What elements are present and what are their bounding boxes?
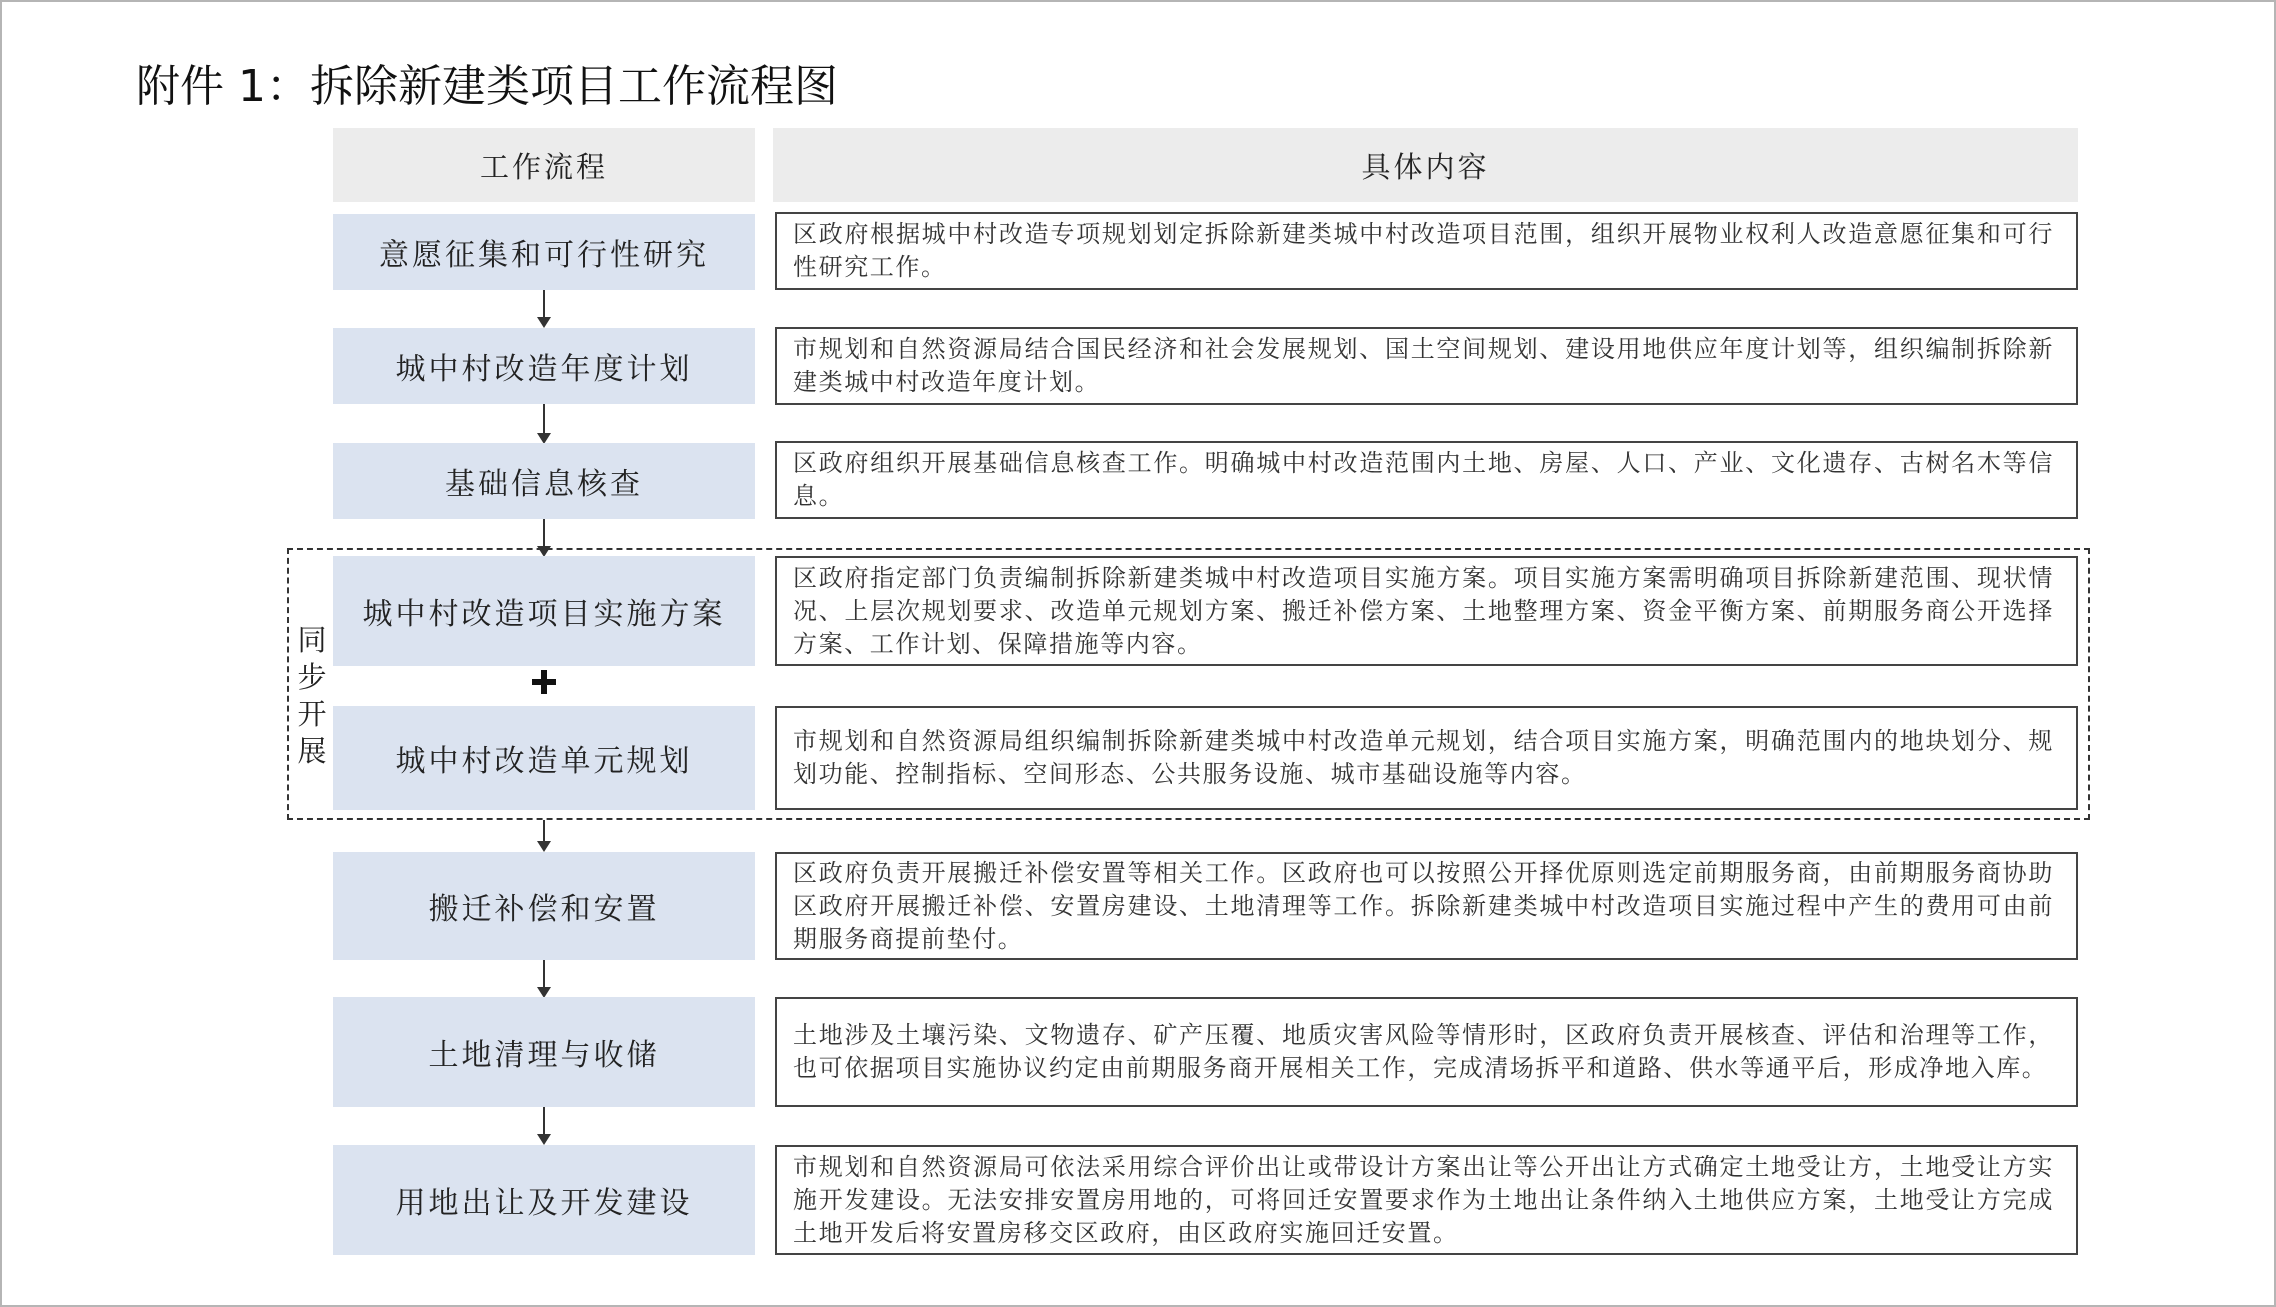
step-box-5: 城中村改造单元规划	[333, 706, 755, 810]
desc-text-5: 市规划和自然资源局组织编制拆除新建类城中村改造单元规划，结合项目实施方案，明确范围内的地块划分、规划功能、控制指标、空间形态、公共服务设施、城市基础设施等内容。	[793, 727, 2054, 788]
step-box-3: 基础信息核查	[333, 443, 755, 519]
desc-box-4	[775, 556, 2078, 666]
arrow-down-icon	[543, 290, 545, 326]
desc-box-7	[775, 997, 2078, 1107]
arrow-down-icon	[543, 1107, 545, 1143]
desc-box-5	[775, 706, 2078, 810]
desc-box-6	[775, 852, 2078, 960]
desc-text-6: 区政府负责开展搬迁补偿安置等相关工作。区政府也可以按照公开择优原则选定前期服务商，由前期服务商协助区政府开展搬迁补偿、安置房建设、土地清理等工作。拆除新建类城中村改造项目实施过程中产生的费用可由前期服务商提前垫付。	[793, 858, 2054, 953]
arrow-down-icon	[543, 960, 545, 996]
desc-box-2	[775, 327, 2078, 405]
desc-text-1: 区政府根据城中村改造专项规划划定拆除新建类城中村改造项目范围，组织开展物业权利人改造意愿征集和可行性研究工作。	[793, 220, 2054, 281]
sync-group-label: 同步开展	[297, 623, 327, 768]
step-box-2: 城中村改造年度计划	[333, 328, 755, 404]
step-box-6: 搬迁补偿和安置	[333, 852, 755, 960]
plus-icon	[530, 668, 558, 696]
arrow-down-icon	[543, 404, 545, 442]
step-box-4: 城中村改造项目实施方案	[333, 556, 755, 666]
header-content: 具体内容	[773, 128, 2078, 202]
step-box-8: 用地出让及开发建设	[333, 1145, 755, 1255]
desc-box-1	[775, 212, 2078, 290]
step-box-1: 意愿征集和可行性研究	[333, 214, 755, 290]
desc-text-2: 市规划和自然资源局结合国民经济和社会发展规划、国土空间规划、建设用地供应年度计划等，组织编制拆除新建类城中村改造年度计划。	[793, 335, 2054, 396]
desc-text-8: 市规划和自然资源局可依法采用综合评价出让或带设计方案出让等公开出让方式确定土地受让方，土地受让方实施开发建设。无法安排安置房用地的，可将回迁安置要求作为土地出让条件纳入土地供应方案，土地受让方完成土地开发后将安置房移交区政府，由区政府实施回迁安置。	[793, 1152, 2054, 1247]
step-box-7: 土地清理与收储	[333, 997, 755, 1107]
arrow-down-icon	[543, 820, 545, 850]
header-workflow: 工作流程	[333, 128, 755, 202]
desc-text-3: 区政府组织开展基础信息核查工作。明确城中村改造范围内土地、房屋、人口、产业、文化遗存、古树名木等信息。	[793, 449, 2054, 510]
desc-text-7: 土地涉及土壤污染、文物遗存、矿产压覆、地质灾害风险等情形时，区政府负责开展核查、评估和治理等工作，也可依据项目实施协议约定由前期服务商开展相关工作，完成清场拆平和道路、供水等通平后，形成净地入库。	[793, 1021, 2054, 1082]
page-title: 附件 1：拆除新建类项目工作流程图	[136, 61, 838, 112]
desc-box-3	[775, 441, 2078, 519]
desc-box-8	[775, 1145, 2078, 1255]
desc-text-4: 区政府指定部门负责编制拆除新建类城中村改造项目实施方案。项目实施方案需明确项目拆除新建范围、现状情况、上层次规划要求、改造单元规划方案、搬迁补偿方案、土地整理方案、资金平衡方案、前期服务商公开选择方案、工作计划、保障措施等内容。	[793, 563, 2054, 658]
